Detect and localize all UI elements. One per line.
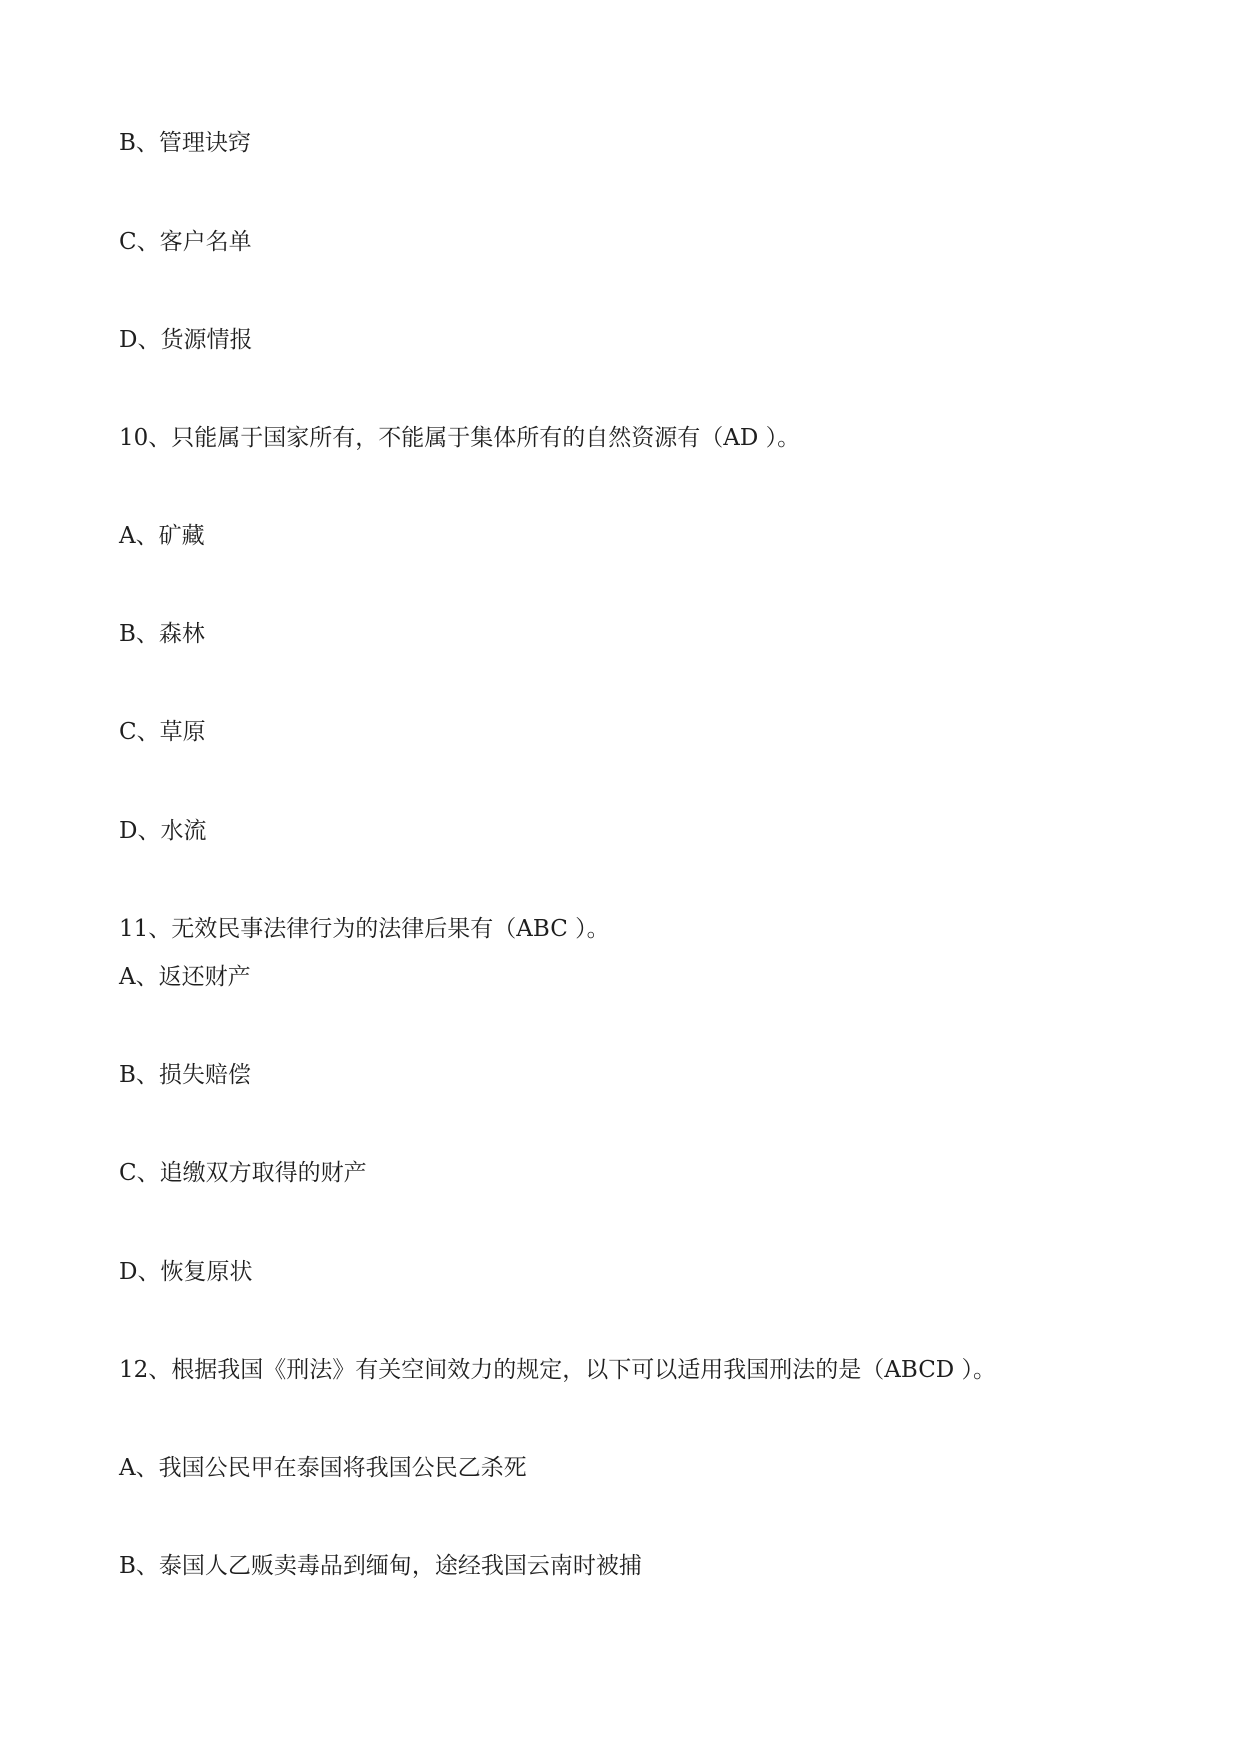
- q10-question: 10、只能属于国家所有，不能属于集体所有的自然资源有（AD ）。: [119, 425, 801, 451]
- q12-option-b: B、泰国人乙贩卖毒品到缅甸，途经我国云南时被捕: [119, 1553, 642, 1579]
- q12-option-a: A、我国公民甲在泰国将我国公民乙杀死: [119, 1455, 527, 1481]
- q10-option-c: C、草原: [119, 719, 206, 745]
- q11-option-a: A、返还财产: [119, 964, 251, 990]
- q10-option-d: D、水流: [119, 818, 207, 844]
- q10-option-a: A、矿藏: [119, 523, 205, 549]
- q12-question: 12、根据我国《刑法》有关空间效力的规定，以下可以适用我国刑法的是（ABCD ）。: [119, 1357, 997, 1383]
- q9-option-b: B、管理诀窍: [119, 130, 251, 156]
- q11-option-b: B、损失赔偿: [119, 1062, 251, 1088]
- q10-option-b: B、森林: [119, 621, 205, 647]
- q11-option-c: C、追缴双方取得的财产: [119, 1160, 367, 1186]
- q9-option-d: D、货源情报: [119, 327, 253, 353]
- q11-option-d: D、恢复原状: [119, 1259, 253, 1285]
- q11-question: 11、无效民事法律行为的法律后果有（ABC ）。: [119, 916, 610, 942]
- q9-option-c: C、客户名单: [119, 229, 252, 255]
